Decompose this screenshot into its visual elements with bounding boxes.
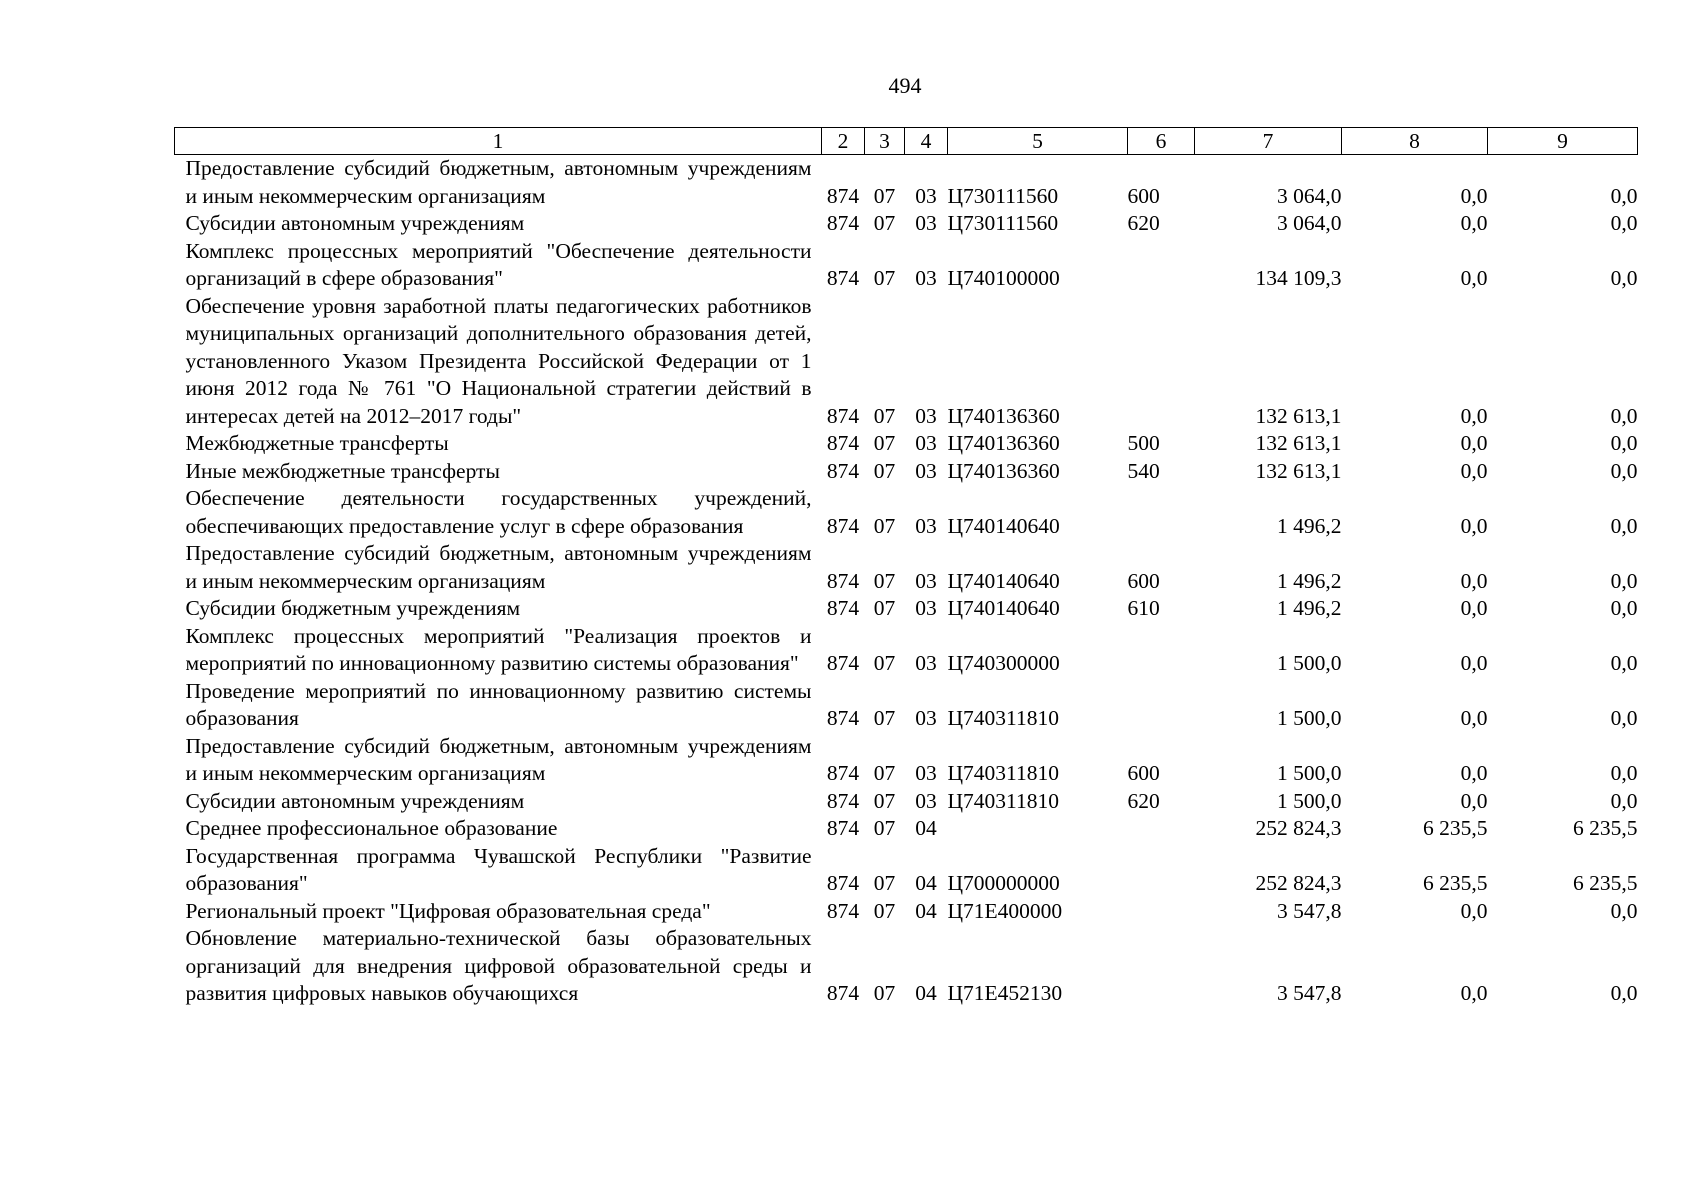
- row-name-cell: Обеспечение деятельности государственных учреждений, обеспечивающих предоставление услуг в сфере образования: [185, 486, 812, 538]
- table-row: [175, 210, 1638, 238]
- row-name-cell: Среднее профессиональное образование: [185, 816, 558, 840]
- row-name-cell: Региональный проект "Цифровая образовательная среда": [185, 898, 711, 923]
- ministry-code-cell: 874: [826, 458, 860, 483]
- row-name-cell: Межбюджетные трансферты: [185, 431, 449, 455]
- table-row: [175, 485, 1638, 540]
- row-name-cell: Иные межбюджетные трансферты: [185, 458, 500, 483]
- expense-type-code-cell: [1128, 485, 1195, 540]
- amount-col7-cell: 1 500,0: [1277, 788, 1342, 813]
- amount-col8-cell: 0,0: [1460, 183, 1488, 208]
- subsection-code-cell: 03: [915, 266, 937, 290]
- ministry-code-cell: 874: [826, 706, 860, 730]
- ministry-code-cell: 874: [826, 651, 860, 675]
- ministry-code-cell: 874: [826, 211, 860, 235]
- section-code-cell: 07: [873, 898, 896, 923]
- amount-col7-cell: 3 064,0: [1277, 211, 1342, 235]
- amount-col9-cell: 0,0: [1610, 431, 1638, 455]
- target-item-code-cell: Ц740140640: [947, 596, 1060, 620]
- column-header: 6: [1128, 128, 1195, 155]
- table-row: [175, 293, 1638, 431]
- expense-type-code-cell: 600: [1127, 568, 1160, 593]
- amount-col7-cell: 1 500,0: [1277, 651, 1342, 675]
- amount-col8-cell: 0,0: [1460, 898, 1488, 923]
- section-code-cell: 07: [873, 403, 896, 428]
- amount-col9-cell: 0,0: [1610, 981, 1638, 1005]
- section-code-cell: 07: [873, 266, 896, 290]
- expense-type-code-cell: [1128, 815, 1195, 843]
- amount-col9-cell: 0,0: [1610, 513, 1638, 538]
- column-header: 4: [905, 128, 948, 155]
- subsection-code-cell: 03: [915, 403, 937, 428]
- section-code-cell: 07: [873, 816, 896, 840]
- amount-col9-cell: 0,0: [1610, 898, 1638, 923]
- amount-col7-cell: 134 109,3: [1255, 266, 1342, 290]
- subsection-code-cell: 03: [915, 211, 937, 235]
- amount-col9-cell: 0,0: [1610, 266, 1638, 290]
- row-name-cell: Комплекс процессных мероприятий "Реализация проектов и мероприятий по инновационному развитию системы образования": [185, 623, 812, 675]
- target-item-code-cell: Ц740100000: [947, 266, 1060, 290]
- column-header: 8: [1342, 128, 1488, 155]
- column-header: 2: [822, 128, 865, 155]
- expense-type-code-cell: [1128, 925, 1195, 1008]
- amount-col8-cell: 0,0: [1460, 568, 1488, 593]
- amount-col7-cell: 1 496,2: [1277, 568, 1342, 593]
- row-name-cell: Предоставление субсидий бюджетным, автономным учреждениям и иным некоммерческим организациям: [185, 733, 812, 785]
- row-name-cell: Государственная программа Чувашской Республики "Развитие образования": [185, 843, 812, 895]
- amount-col8-cell: 0,0: [1460, 651, 1488, 675]
- subsection-code-cell: 03: [915, 651, 937, 675]
- section-code-cell: 07: [873, 981, 896, 1005]
- ministry-code-cell: 874: [826, 431, 860, 455]
- table-row: [175, 678, 1638, 733]
- table-row: [175, 540, 1638, 595]
- target-item-code-cell: Ц730111560: [947, 211, 1059, 235]
- amount-col8-cell: 0,0: [1460, 761, 1488, 785]
- section-code-cell: 07: [873, 651, 896, 675]
- amount-col7-cell: 252 824,3: [1255, 871, 1342, 895]
- ministry-code-cell: 874: [826, 266, 860, 290]
- column-header: 5: [948, 128, 1128, 155]
- target-item-code-cell: Ц700000000: [947, 871, 1060, 895]
- row-name-cell: Субсидии бюджетным учреждениям: [185, 596, 521, 620]
- expense-type-code-cell: 500: [1127, 431, 1160, 455]
- amount-col7-cell: 3 547,8: [1277, 898, 1342, 923]
- row-name-cell: Обновление материально-технической базы образовательных организаций для внедрения цифровой образовательной среды и развития цифровых навыков обучающихся: [185, 926, 812, 1005]
- table-row: [175, 458, 1638, 486]
- section-code-cell: 07: [873, 513, 896, 538]
- expense-type-code-cell: [1128, 898, 1195, 926]
- amount-col9-cell: 0,0: [1610, 651, 1638, 675]
- column-header: 9: [1488, 128, 1638, 155]
- row-name-cell: Комплекс процессных мероприятий "Обеспечение деятельности организаций в сфере образования": [185, 238, 812, 290]
- expense-type-code-cell: [1128, 238, 1195, 293]
- budget-table: [174, 127, 1638, 1008]
- ministry-code-cell: 874: [826, 403, 860, 428]
- subsection-code-cell: 03: [915, 513, 937, 538]
- ministry-code-cell: 874: [826, 183, 860, 208]
- ministry-code-cell: 874: [826, 871, 860, 895]
- table-row: [175, 155, 1638, 211]
- subsection-code-cell: 03: [915, 568, 937, 593]
- amount-col9-cell: 0,0: [1610, 568, 1638, 593]
- amount-col9-cell: 0,0: [1610, 458, 1638, 483]
- section-code-cell: 07: [873, 568, 896, 593]
- subsection-code-cell: 04: [915, 981, 937, 1005]
- ministry-code-cell: 874: [826, 761, 860, 785]
- ministry-code-cell: 874: [826, 788, 860, 813]
- section-code-cell: 07: [873, 788, 896, 813]
- section-code-cell: 07: [873, 871, 896, 895]
- target-item-code-cell: Ц730111560: [947, 183, 1059, 208]
- subsection-code-cell: 03: [915, 706, 937, 730]
- target-item-code-cell: Ц71Е452130: [947, 981, 1063, 1005]
- amount-col8-cell: 0,0: [1460, 211, 1488, 235]
- column-header: 3: [865, 128, 905, 155]
- amount-col9-cell: 0,0: [1610, 211, 1638, 235]
- table-row: [175, 238, 1638, 293]
- subsection-code-cell: 03: [915, 596, 937, 620]
- target-item-code-cell: Ц71Е400000: [947, 898, 1063, 923]
- ministry-code-cell: 874: [826, 898, 860, 923]
- amount-col9-cell: 0,0: [1610, 403, 1638, 428]
- target-item-code-cell: Ц740311810: [947, 706, 1059, 730]
- amount-col7-cell: 132 613,1: [1255, 458, 1342, 483]
- section-code-cell: 07: [873, 706, 896, 730]
- ministry-code-cell: 874: [826, 568, 860, 593]
- amount-col7-cell: 3 064,0: [1277, 183, 1342, 208]
- section-code-cell: 07: [873, 596, 896, 620]
- expense-type-code-cell: 600: [1127, 183, 1160, 208]
- column-header: 7: [1195, 128, 1342, 155]
- row-name-cell: Субсидии автономным учреждениям: [185, 211, 525, 235]
- section-code-cell: 07: [873, 431, 896, 455]
- expense-type-code-cell: [1128, 843, 1195, 898]
- target-item-code-cell: Ц740140640: [947, 513, 1060, 538]
- amount-col9-cell: 0,0: [1610, 788, 1638, 813]
- expense-type-code-cell: 540: [1127, 458, 1160, 483]
- table-row: [175, 788, 1638, 816]
- row-name-cell: Предоставление субсидий бюджетным, автономным учреждениям и иным некоммерческим организациям: [185, 156, 812, 208]
- expense-type-code-cell: 610: [1127, 596, 1160, 620]
- subsection-code-cell: 03: [915, 183, 937, 208]
- target-item-code-cell: Ц740136360: [947, 403, 1060, 428]
- column-header: 1: [175, 128, 822, 155]
- page-number: 494: [888, 73, 922, 98]
- ministry-code-cell: 874: [826, 596, 860, 620]
- amount-col9-cell: 6 235,5: [1573, 816, 1638, 840]
- amount-col7-cell: 132 613,1: [1255, 431, 1342, 455]
- amount-col7-cell: 3 547,8: [1277, 981, 1342, 1005]
- row-name-cell: Предоставление субсидий бюджетным, автономным учреждениям и иным некоммерческим организациям: [185, 541, 812, 593]
- amount-col9-cell: 0,0: [1610, 706, 1638, 730]
- subsection-code-cell: 04: [915, 898, 937, 923]
- expense-type-code-cell: [1128, 623, 1195, 678]
- ministry-code-cell: 874: [826, 513, 860, 538]
- expense-type-code-cell: [1128, 293, 1195, 431]
- amount-col8-cell: 0,0: [1460, 706, 1488, 730]
- amount-col8-cell: 6 235,5: [1423, 871, 1488, 895]
- expense-type-code-cell: [1128, 678, 1195, 733]
- subsection-code-cell: 03: [915, 788, 937, 813]
- expense-type-code-cell: 620: [1127, 211, 1160, 235]
- expense-type-code-cell: 620: [1127, 788, 1160, 813]
- header-row: [175, 128, 1638, 155]
- amount-col7-cell: 1 496,2: [1277, 596, 1342, 620]
- amount-col9-cell: 6 235,5: [1573, 871, 1638, 895]
- target-item-code-cell: Ц740311810: [947, 761, 1059, 785]
- target-item-code-cell: [948, 815, 1128, 843]
- subsection-code-cell: 03: [915, 431, 937, 455]
- table-row: [175, 843, 1638, 898]
- section-code-cell: 07: [873, 458, 896, 483]
- amount-col8-cell: 0,0: [1460, 981, 1488, 1005]
- table-row: [175, 925, 1638, 1008]
- section-code-cell: 07: [873, 183, 896, 208]
- amount-col7-cell: 1 500,0: [1277, 706, 1342, 730]
- target-item-code-cell: Ц740136360: [947, 431, 1060, 455]
- amount-col9-cell: 0,0: [1610, 596, 1638, 620]
- table-row: [175, 595, 1638, 623]
- amount-col9-cell: 0,0: [1610, 761, 1638, 785]
- table-row: [175, 898, 1638, 926]
- amount-col8-cell: 0,0: [1460, 513, 1488, 538]
- ministry-code-cell: 874: [826, 981, 860, 1005]
- amount-col8-cell: 0,0: [1460, 458, 1488, 483]
- subsection-code-cell: 04: [915, 816, 937, 840]
- amount-col7-cell: 1 496,2: [1277, 513, 1342, 538]
- section-code-cell: 07: [873, 761, 896, 785]
- target-item-code-cell: Ц740136360: [947, 458, 1060, 483]
- table-row: [175, 733, 1638, 788]
- amount-col9-cell: 0,0: [1610, 183, 1638, 208]
- amount-col8-cell: 0,0: [1460, 788, 1488, 813]
- table-row: [175, 430, 1638, 458]
- amount-col7-cell: 252 824,3: [1255, 816, 1342, 840]
- amount-col8-cell: 6 235,5: [1423, 816, 1488, 840]
- amount-col7-cell: 132 613,1: [1255, 403, 1342, 428]
- section-code-cell: 07: [873, 211, 896, 235]
- amount-col8-cell: 0,0: [1460, 266, 1488, 290]
- subsection-code-cell: 04: [915, 871, 937, 895]
- subsection-code-cell: 03: [915, 761, 937, 785]
- target-item-code-cell: Ц740311810: [947, 788, 1059, 813]
- amount-col8-cell: 0,0: [1460, 403, 1488, 428]
- target-item-code-cell: Ц740300000: [947, 651, 1060, 675]
- amount-col8-cell: 0,0: [1460, 596, 1488, 620]
- target-item-code-cell: Ц740140640: [947, 568, 1060, 593]
- amount-col8-cell: 0,0: [1460, 431, 1488, 455]
- subsection-code-cell: 03: [915, 458, 937, 483]
- table-body: [175, 155, 1638, 1008]
- row-name-cell: Обеспечение уровня заработной платы педагогических работников муниципальных организаций дополнительного образования детей, установленного Указом Президента Российской Федерации от 1 июня 2012 года № 761 "О Национальной стратегии действий в интересах детей на 2012–2017 годы": [185, 293, 812, 428]
- row-name-cell: Проведение мероприятий по инновационному развитию системы образования: [185, 678, 812, 730]
- expense-type-code-cell: 600: [1127, 761, 1160, 785]
- ministry-code-cell: 874: [826, 816, 860, 840]
- table-row: [175, 815, 1638, 843]
- amount-col7-cell: 1 500,0: [1277, 761, 1342, 785]
- table-row: [175, 623, 1638, 678]
- row-name-cell: Субсидии автономным учреждениям: [185, 788, 525, 813]
